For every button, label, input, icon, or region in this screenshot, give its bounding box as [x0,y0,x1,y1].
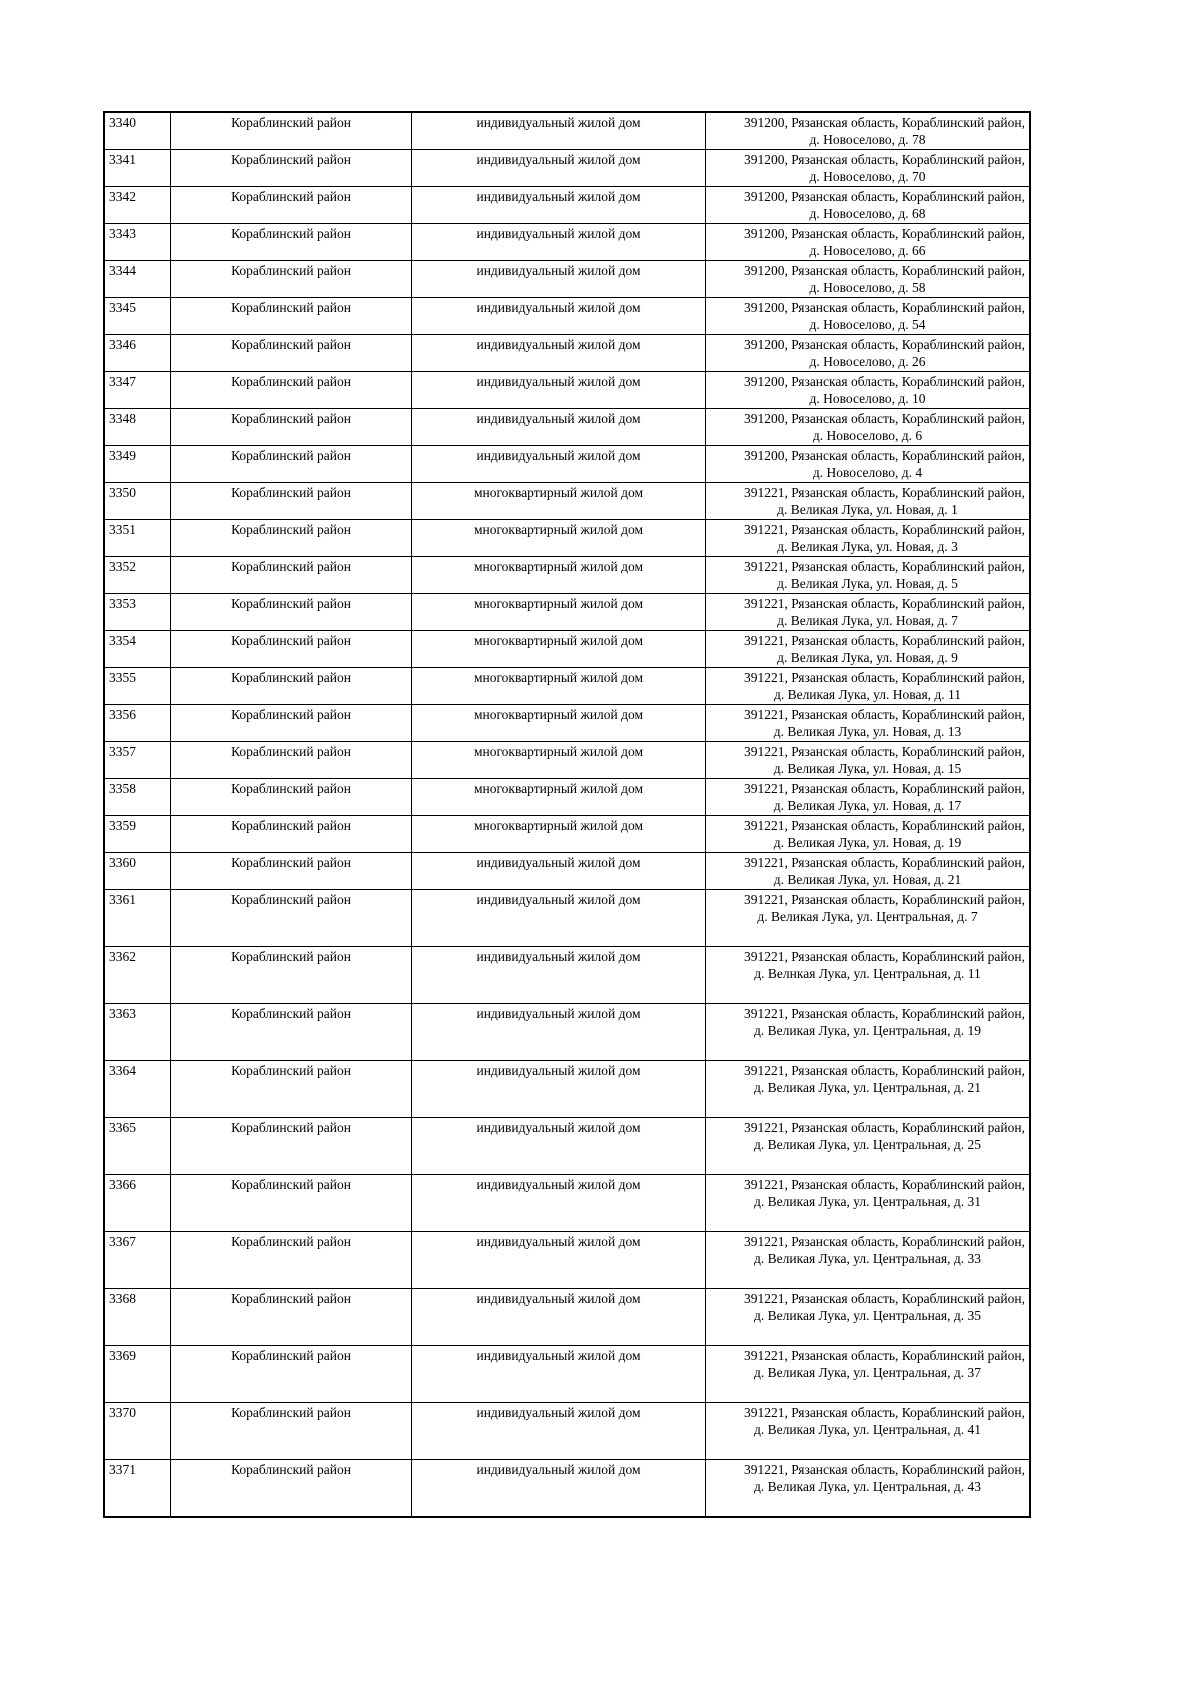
address-line-2: д. Великая Лука, ул. Новая, д. 5 [777,576,958,591]
row-number-cell: 3350 [104,483,171,520]
address-cell [706,1232,1031,1289]
table-row [104,1118,1030,1175]
address-line-1: 391221, Рязанская область, Кораблинский район, [744,1120,1025,1135]
address-line-1: 391221, Рязанская область, Кораблинский район, [744,818,1025,833]
address-cell [706,224,1031,261]
row-number-cell: 3367 [104,1232,171,1289]
address-line-1: 391221, Рязанская область, Кораблинский район, [744,1063,1025,1078]
district-cell: Кораблинский район [171,446,412,483]
address-cell [706,520,1031,557]
row-number-cell: 3349 [104,446,171,483]
address-line-1: 391200, Рязанская область, Кораблинский район, [744,115,1025,130]
address-line-1: 391221, Рязанская область, Кораблинский район, [744,1291,1025,1306]
district-cell: Кораблинский район [171,1289,412,1346]
address-line-1: 391200, Рязанская область, Кораблинский район, [744,300,1025,315]
address-line-2: д. Великая Лука, ул. Центральная, д. 43 [754,1479,981,1494]
row-number-cell: 3357 [104,742,171,779]
row-number-cell: 3369 [104,1346,171,1403]
building-type-cell: индивидуальный жилой дом [412,372,706,409]
row-number-cell: 3358 [104,779,171,816]
address-line-2: д. Великая Лука, ул. Центральная, д. 31 [754,1194,981,1209]
address-line-1: 391221, Рязанская область, Кораблинский район, [744,781,1025,796]
district-cell: Кораблинский район [171,224,412,261]
row-number-cell: 3346 [104,335,171,372]
address-line-2: д. Великая Лука, ул. Центральная, д. 19 [754,1023,981,1038]
district-cell: Кораблинский район [171,853,412,890]
address-line-1: 391200, Рязанская область, Кораблинский район, [744,263,1025,278]
building-type-cell: многоквартирный жилой дом [412,520,706,557]
table-row [104,742,1030,779]
address-line-2: д. Новоселово, д. 6 [812,428,923,443]
address-line-1: 391200, Рязанская область, Кораблинский район, [744,189,1025,204]
address-cell [706,705,1031,742]
building-type-cell: индивидуальный жилой дом [412,409,706,446]
building-type-cell: индивидуальный жилой дом [412,112,706,150]
building-type-cell: индивидуальный жилой дом [412,224,706,261]
address-line-2: д. Великая Лука, ул. Центральная, д. 37 [754,1365,981,1380]
district-cell: Кораблинский район [171,1061,412,1118]
address-cell [706,1118,1031,1175]
address-cell [706,187,1031,224]
table-row [104,1403,1030,1460]
housing-registry-table [103,111,1031,1518]
row-number-cell: 3364 [104,1061,171,1118]
district-cell: Кораблинский район [171,557,412,594]
table-row [104,446,1030,483]
building-type-cell: индивидуальный жилой дом [412,890,706,947]
district-cell: Кораблинский район [171,1118,412,1175]
address-line-1: 391221, Рязанская область, Кораблинский район, [744,892,1025,907]
address-line-1: 391221, Рязанская область, Кораблинский район, [744,485,1025,500]
address-cell [706,853,1031,890]
table-row [104,520,1030,557]
table-row [104,816,1030,853]
address-line-2: д. Новоселово, д. 58 [809,280,926,295]
table-row [104,298,1030,335]
address-line-1: 391221, Рязанская область, Кораблинский район, [744,949,1025,964]
building-type-cell: индивидуальный жилой дом [412,1460,706,1518]
district-cell: Кораблинский район [171,1232,412,1289]
table-row [104,1460,1030,1518]
address-line-1: 391221, Рязанская область, Кораблинский район, [744,1177,1025,1192]
address-cell [706,1289,1031,1346]
address-cell [706,816,1031,853]
address-line-2: д. Великая Лука, ул. Центральная, д. 7 [757,909,978,924]
building-type-cell: многоквартирный жилой дом [412,483,706,520]
address-cell [706,1346,1031,1403]
table-row [104,668,1030,705]
district-cell: Кораблинский район [171,112,412,150]
address-cell [706,1004,1031,1061]
address-cell [706,594,1031,631]
address-cell [706,261,1031,298]
row-number-cell: 3371 [104,1460,171,1518]
building-type-cell: индивидуальный жилой дом [412,1289,706,1346]
address-line-2: д. Великая Лука, ул. Новая, д. 1 [777,502,958,517]
row-number-cell: 3362 [104,947,171,1004]
building-type-cell: индивидуальный жилой дом [412,1004,706,1061]
building-type-cell: многоквартирный жилой дом [412,816,706,853]
table-row [104,150,1030,187]
district-cell: Кораблинский район [171,409,412,446]
table-row [104,224,1030,261]
building-type-cell: многоквартирный жилой дом [412,705,706,742]
address-cell [706,1061,1031,1118]
row-number-cell: 3352 [104,557,171,594]
building-type-cell: многоквартирный жилой дом [412,742,706,779]
table-row [104,890,1030,947]
address-cell [706,779,1031,816]
district-cell: Кораблинский район [171,261,412,298]
row-number-cell: 3360 [104,853,171,890]
table-row [104,779,1030,816]
row-number-cell: 3368 [104,1289,171,1346]
address-cell [706,335,1031,372]
address-line-1: 391221, Рязанская область, Кораблинский район, [744,1405,1025,1420]
table-row [104,261,1030,298]
building-type-cell: индивидуальный жилой дом [412,947,706,1004]
district-cell: Кораблинский район [171,1346,412,1403]
table-row [104,853,1030,890]
building-type-cell: многоквартирный жилой дом [412,779,706,816]
district-cell: Кораблинский район [171,1403,412,1460]
table-row [104,594,1030,631]
address-cell [706,150,1031,187]
address-line-1: 391221, Рязанская область, Кораблинский район, [744,670,1025,685]
building-type-cell: индивидуальный жилой дом [412,298,706,335]
registry-table-body [104,112,1030,1517]
row-number-cell: 3343 [104,224,171,261]
row-number-cell: 3351 [104,520,171,557]
building-type-cell: многоквартирный жилой дом [412,557,706,594]
building-type-cell: индивидуальный жилой дом [412,446,706,483]
table-row [104,1061,1030,1118]
address-line-2: д. Новоселово, д. 78 [809,132,926,147]
row-number-cell: 3355 [104,668,171,705]
address-line-2: д. Великая Лука, ул. Новая, д. 21 [773,872,962,887]
row-number-cell: 3344 [104,261,171,298]
table-row [104,1289,1030,1346]
address-line-2: д. Великая Лука, ул. Новая, д. 19 [773,835,962,850]
address-line-2: д. Великая Лука, ул. Новая, д. 3 [777,539,958,554]
address-line-1: 391221, Рязанская область, Кораблинский район, [744,1234,1025,1249]
address-line-2: д. Велнкая Лука, ул. Центральная, д. 11 [754,966,981,981]
district-cell: Кораблинский район [171,816,412,853]
address-line-2: д. Великая Лука, ул. Центральная, д. 33 [754,1251,981,1266]
address-line-1: 391221, Рязанская область, Кораблинский район, [744,707,1025,722]
table-row [104,557,1030,594]
row-number-cell: 3347 [104,372,171,409]
address-line-1: 391221, Рязанская область, Кораблинский район, [744,522,1025,537]
building-type-cell: индивидуальный жилой дом [412,261,706,298]
row-number-cell: 3365 [104,1118,171,1175]
address-line-2: д. Новоселово, д. 10 [809,391,926,406]
building-type-cell: многоквартирный жилой дом [412,668,706,705]
building-type-cell: многоквартирный жилой дом [412,594,706,631]
building-type-cell: индивидуальный жилой дом [412,1061,706,1118]
address-line-2: д. Новоселово, д. 4 [812,465,923,480]
building-type-cell: многоквартирный жилой дом [412,631,706,668]
building-type-cell: индивидуальный жилой дом [412,1232,706,1289]
district-cell: Кораблинский район [171,372,412,409]
address-line-2: д. Великая Лука, ул. Новая, д. 9 [777,650,958,665]
address-line-1: 391221, Рязанская область, Кораблинский район, [744,1462,1025,1477]
table-row [104,947,1030,1004]
table-row [104,1232,1030,1289]
address-cell [706,742,1031,779]
row-number-cell: 3359 [104,816,171,853]
address-cell [706,557,1031,594]
district-cell: Кораблинский район [171,947,412,1004]
district-cell: Кораблинский район [171,1004,412,1061]
table-row [104,483,1030,520]
district-cell: Кораблинский район [171,890,412,947]
address-line-1: 391221, Рязанская область, Кораблинский район, [744,559,1025,574]
table-row [104,631,1030,668]
address-cell [706,947,1031,1004]
address-cell [706,1460,1031,1518]
address-cell [706,446,1031,483]
row-number-cell: 3348 [104,409,171,446]
district-cell: Кораблинский район [171,483,412,520]
address-line-2: д. Великая Лука, ул. Центральная, д. 21 [754,1080,981,1095]
address-cell [706,409,1031,446]
district-cell: Кораблинский район [171,1460,412,1518]
address-line-2: д. Великая Лука, ул. Новая, д. 11 [773,687,962,702]
district-cell: Кораблинский район [171,1175,412,1232]
row-number-cell: 3340 [104,112,171,150]
address-line-1: 391221, Рязанская область, Кораблинский район, [744,744,1025,759]
table-row [104,335,1030,372]
district-cell: Кораблинский район [171,594,412,631]
address-cell [706,112,1031,150]
row-number-cell: 3363 [104,1004,171,1061]
district-cell: Кораблинский район [171,335,412,372]
address-cell [706,483,1031,520]
address-line-2: д. Новоселово, д. 70 [809,169,926,184]
address-line-1: 391221, Рязанская область, Кораблинский район, [744,596,1025,611]
address-line-2: д. Новоселово, д. 66 [809,243,926,258]
district-cell: Кораблинский район [171,520,412,557]
district-cell: Кораблинский район [171,298,412,335]
building-type-cell: индивидуальный жилой дом [412,1403,706,1460]
building-type-cell: индивидуальный жилой дом [412,150,706,187]
address-cell [706,890,1031,947]
address-line-2: д. Великая Лука, ул. Новая, д. 17 [773,798,962,813]
address-line-2: д. Великая Лука, ул. Центральная, д. 35 [754,1308,981,1323]
address-line-1: 391221, Рязанская область, Кораблинский район, [744,633,1025,648]
address-line-1: 391200, Рязанская область, Кораблинский район, [744,152,1025,167]
district-cell: Кораблинский район [171,742,412,779]
table-row [104,1175,1030,1232]
row-number-cell: 3361 [104,890,171,947]
table-row [104,705,1030,742]
district-cell: Кораблинский район [171,631,412,668]
building-type-cell: индивидуальный жилой дом [412,187,706,224]
row-number-cell: 3342 [104,187,171,224]
row-number-cell: 3345 [104,298,171,335]
address-cell [706,1403,1031,1460]
table-row [104,1346,1030,1403]
address-cell [706,1175,1031,1232]
address-line-1: 391200, Рязанская область, Кораблинский район, [744,448,1025,463]
table-row [104,372,1030,409]
row-number-cell: 3341 [104,150,171,187]
row-number-cell: 3354 [104,631,171,668]
address-line-2: д. Великая Лука, ул. Центральная, д. 41 [754,1422,981,1437]
address-line-1: 391221, Рязанская область, Кораблинский район, [744,855,1025,870]
address-line-1: 391200, Рязанская область, Кораблинский район, [744,226,1025,241]
building-type-cell: индивидуальный жилой дом [412,1346,706,1403]
building-type-cell: индивидуальный жилой дом [412,1118,706,1175]
address-line-2: д. Новоселово, д. 26 [809,354,926,369]
row-number-cell: 3366 [104,1175,171,1232]
address-cell [706,631,1031,668]
address-line-1: 391221, Рязанская область, Кораблинский район, [744,1006,1025,1021]
district-cell: Кораблинский район [171,187,412,224]
address-line-1: 391200, Рязанская область, Кораблинский район, [744,374,1025,389]
address-line-2: д. Великая Лука, ул. Новая, д. 13 [773,724,962,739]
address-line-1: 391200, Рязанская область, Кораблинский район, [744,337,1025,352]
table-row [104,112,1030,150]
address-line-2: д. Новоселово, д. 54 [809,317,926,332]
address-line-1: 391200, Рязанская область, Кораблинский район, [744,411,1025,426]
address-line-2: д. Великая Лука, ул. Новая, д. 7 [777,613,958,628]
address-line-2: д. Великая Лука, ул. Новая, д. 15 [773,761,962,776]
building-type-cell: индивидуальный жилой дом [412,335,706,372]
table-row [104,187,1030,224]
address-cell [706,668,1031,705]
district-cell: Кораблинский район [171,779,412,816]
building-type-cell: индивидуальный жилой дом [412,853,706,890]
address-cell [706,372,1031,409]
address-cell [706,298,1031,335]
address-line-2: д. Новоселово, д. 68 [809,206,926,221]
district-cell: Кораблинский район [171,668,412,705]
address-line-2: д. Великая Лука, ул. Центральная, д. 25 [754,1137,981,1152]
table-row [104,1004,1030,1061]
row-number-cell: 3370 [104,1403,171,1460]
district-cell: Кораблинский район [171,150,412,187]
building-type-cell: индивидуальный жилой дом [412,1175,706,1232]
table-row [104,409,1030,446]
district-cell: Кораблинский район [171,705,412,742]
row-number-cell: 3356 [104,705,171,742]
row-number-cell: 3353 [104,594,171,631]
address-line-1: 391221, Рязанская область, Кораблинский район, [744,1348,1025,1363]
